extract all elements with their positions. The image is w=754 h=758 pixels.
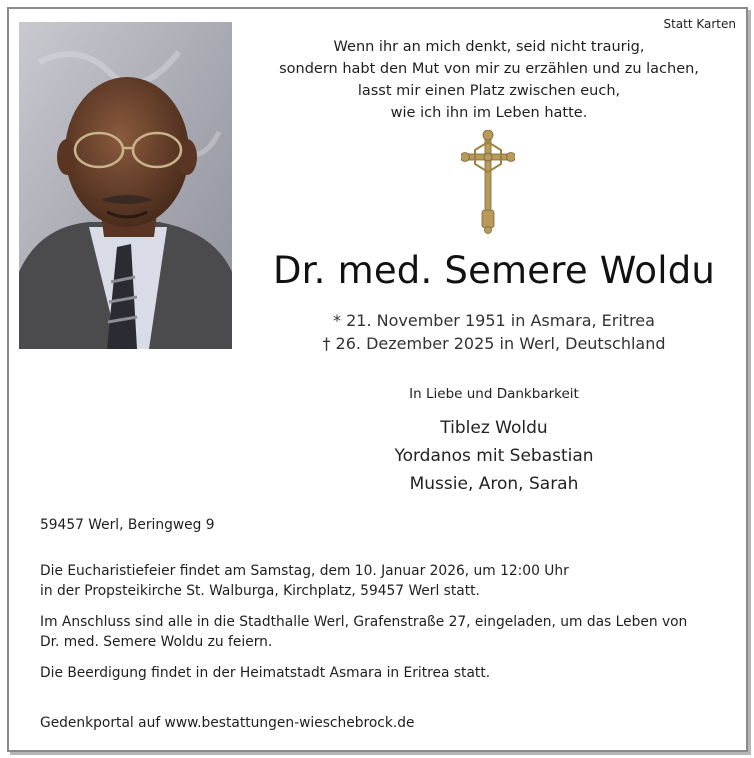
service-line: Die Eucharistiefeier findet am Samstag, dem 10. Januar 2026, um 12:00 Uhr bbox=[40, 563, 569, 579]
family-member: Yordanos mit Sebastian bbox=[394, 446, 594, 466]
ornate-cross-icon bbox=[461, 130, 515, 234]
poem-line: Wenn ihr an mich denkt, seid nicht traurig, bbox=[333, 39, 645, 55]
celebration-line: Dr. med. Semere Woldu zu feiern. bbox=[40, 634, 273, 650]
celebration-line: Im Anschluss sind alle in die Stadthalle Werl, Grafenstraße 27, eingeladen, um das Leben von bbox=[40, 614, 688, 630]
memorial-portal-link: Gedenkportal auf www.bestattungen-wieschebrock.de bbox=[40, 715, 415, 731]
family-member: Mussie, Aron, Sarah bbox=[409, 474, 579, 494]
portrait-photo bbox=[19, 22, 232, 349]
deceased-name: Dr. med. Semere Woldu bbox=[272, 249, 716, 292]
life-dates bbox=[259, 309, 729, 355]
poem bbox=[259, 36, 719, 124]
obituary-card bbox=[7, 7, 748, 752]
celebration-info bbox=[40, 612, 740, 652]
family-member: Tiblez Woldu bbox=[440, 418, 548, 438]
poem-line: sondern habt den Mut von mir zu erzählen und zu lachen, bbox=[279, 61, 699, 77]
death-date: † 26. Dezember 2025 in Werl, Deutschland bbox=[322, 334, 666, 353]
poem-line: wie ich ihn im Leben hatte. bbox=[390, 105, 588, 121]
in-love-line: In Liebe und Dankbarkeit bbox=[409, 386, 579, 402]
address: 59457 Werl, Beringweg 9 bbox=[40, 517, 215, 533]
poem-line: lasst mir einen Platz zwischen euch, bbox=[357, 83, 621, 99]
family-list bbox=[259, 414, 729, 498]
burial-info: Die Beerdigung findet in der Heimatstadt Asmara in Eritrea statt. bbox=[40, 665, 491, 681]
service-line: in der Propsteikirche St. Walburga, Kirchplatz, 59457 Werl statt. bbox=[40, 583, 480, 599]
service-info bbox=[40, 561, 740, 601]
statt-karten-label: Statt Karten bbox=[663, 17, 736, 31]
birth-date: * 21. November 1951 in Asmara, Eritrea bbox=[333, 311, 655, 330]
